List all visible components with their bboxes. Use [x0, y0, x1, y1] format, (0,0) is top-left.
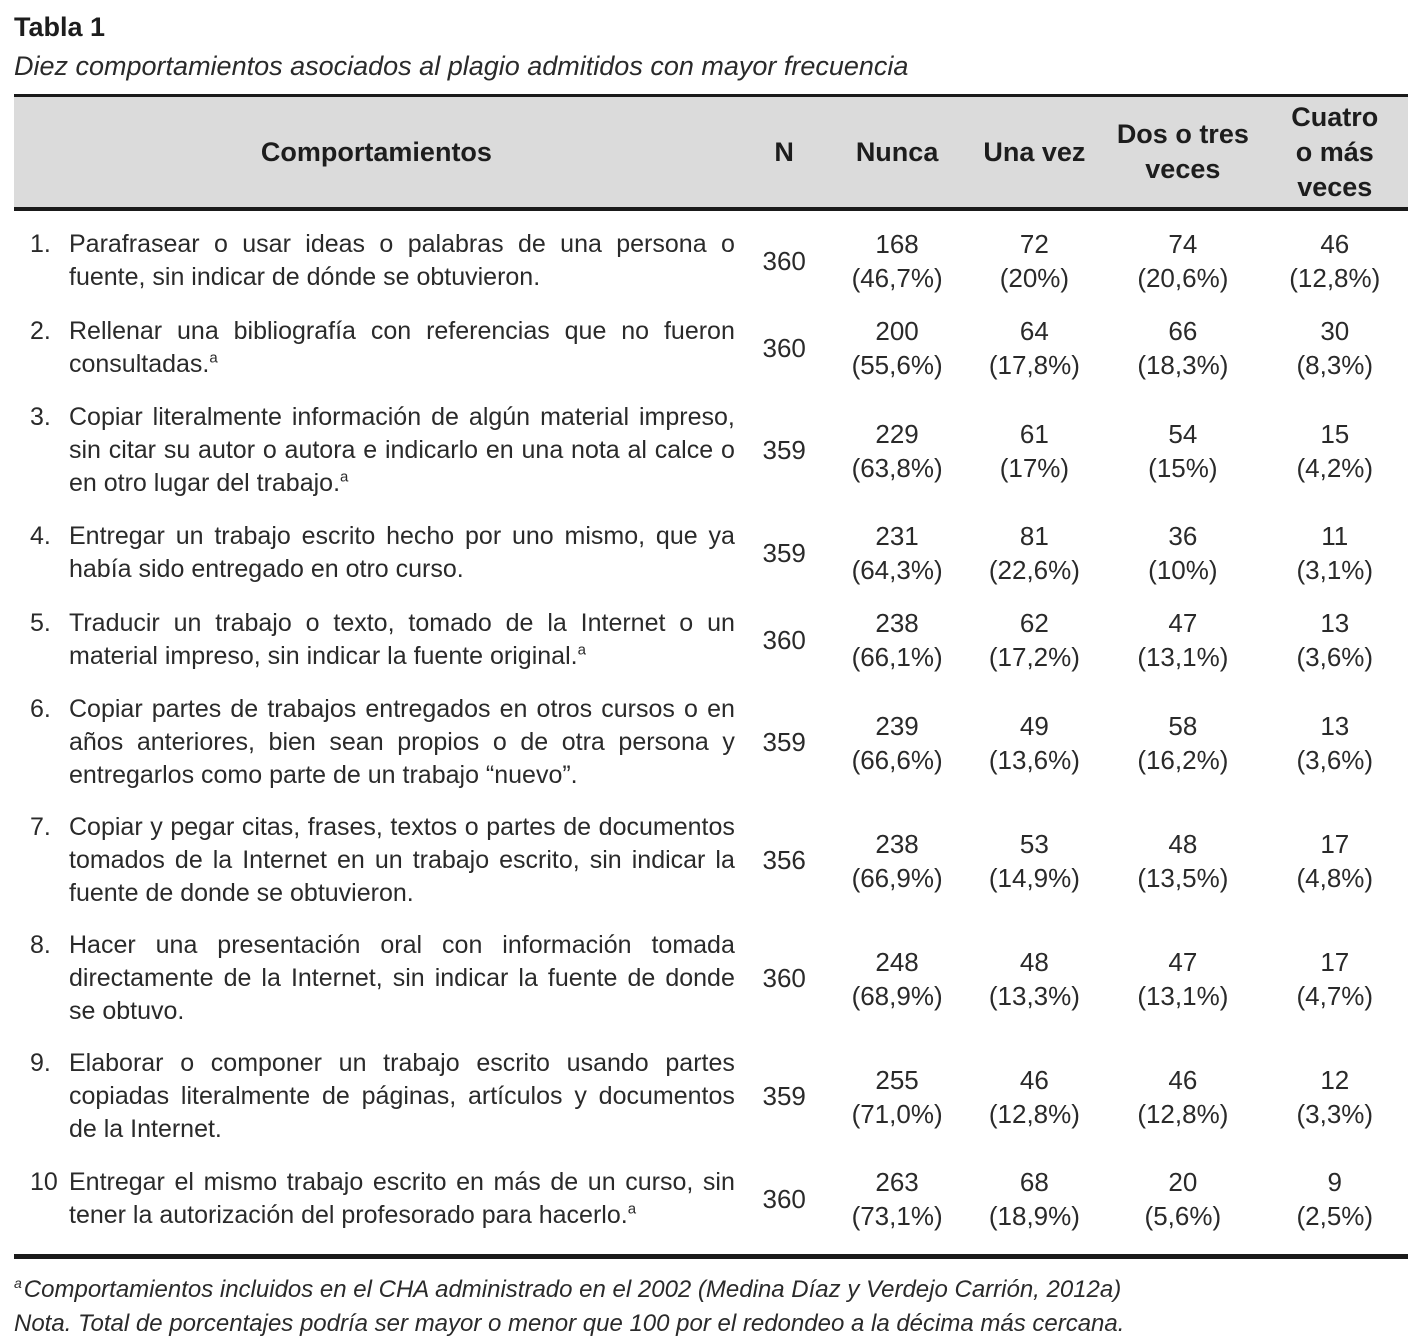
stat-count: 13	[1320, 608, 1350, 638]
data-table	[14, 94, 1408, 1259]
stat-cuatro-o-mas-veces	[1262, 1063, 1408, 1131]
stat-count: 49	[1019, 710, 1049, 741]
table-row	[14, 314, 1408, 382]
stat-percent: (14,9%)	[988, 862, 1080, 893]
stat-cuatro-o-mas-veces	[1262, 519, 1408, 587]
stat-dos-o-tres-veces	[1104, 945, 1262, 1013]
footnote-marker: a	[340, 468, 349, 486]
header-cell-comportamientos: Comportamientos	[260, 136, 492, 167]
stat-una-vez	[965, 314, 1104, 382]
stat-una-vez	[965, 417, 1104, 485]
stat-cuatro-o-mas-veces	[1262, 417, 1408, 485]
n-value: 360	[762, 332, 806, 363]
stat-cuatro-o-mas-veces	[1262, 827, 1408, 895]
stat-count: 13	[1320, 710, 1350, 741]
table-caption: Diez comportamientos asociados al plagio admitidos con mayor frecuencia	[14, 51, 909, 81]
stat-count: 54	[1168, 418, 1198, 449]
stat-percent: (18,3%)	[1137, 350, 1229, 380]
table-row	[14, 693, 1408, 792]
footnote-marker: a	[577, 641, 586, 659]
stat-count: 62	[1019, 608, 1049, 638]
stat-dos-o-tres-veces	[1104, 519, 1262, 587]
stat-count: 48	[1168, 828, 1198, 859]
stat-count: 238	[875, 828, 919, 859]
n-value: 360	[762, 624, 806, 655]
stat-percent: (17,2%)	[988, 642, 1080, 672]
n-value: 359	[762, 537, 806, 568]
stat-count: 12	[1320, 1064, 1350, 1095]
stat-percent: (20,6%)	[1137, 263, 1229, 293]
stat-dos-o-tres-veces	[1104, 1165, 1262, 1233]
stat-percent: (13,1%)	[1137, 642, 1229, 672]
table-label: Tabla 1	[14, 12, 106, 42]
stat-nunca	[829, 519, 964, 587]
stat-count: 46	[1320, 229, 1350, 259]
stat-count: 53	[1019, 828, 1049, 859]
stat-count: 229	[875, 418, 919, 449]
table-row	[14, 401, 1408, 500]
row-number: 8.	[30, 931, 51, 959]
stat-percent: (13,3%)	[988, 980, 1080, 1011]
stat-una-vez	[965, 1063, 1104, 1131]
stat-una-vez	[965, 709, 1104, 777]
stat-percent: (15%)	[1148, 452, 1218, 483]
stat-nunca	[829, 314, 964, 382]
stat-percent: (64,3%)	[851, 555, 943, 585]
behavior-text: Hacer una presentación oral con información tomada directamente de la Internet, sin indicar la fuente de donde se obtuvo.	[69, 931, 735, 1025]
stat-percent: (12,8%)	[1137, 1098, 1229, 1129]
footnote-a	[14, 1273, 1408, 1307]
stat-percent: (63,8%)	[851, 452, 943, 483]
stat-percent: (13,1%)	[1137, 980, 1229, 1011]
table-body	[14, 211, 1408, 1254]
stat-percent: (17,8%)	[988, 350, 1080, 380]
behavior-cell	[14, 929, 739, 1028]
stat-dos-o-tres-veces	[1104, 709, 1262, 777]
stat-count: 168	[875, 229, 919, 259]
stat-count: 81	[1019, 521, 1049, 551]
stat-count: 255	[875, 1064, 919, 1095]
stat-dos-o-tres-veces	[1104, 1063, 1262, 1131]
stat-percent: (13,5%)	[1137, 862, 1229, 893]
stat-cuatro-o-mas-veces	[1262, 1165, 1408, 1233]
n-value: 360	[762, 963, 806, 993]
stat-count: 66	[1168, 316, 1198, 346]
stat-count: 58	[1168, 710, 1198, 741]
stat-nunca	[829, 945, 964, 1013]
behavior-text: Copiar literalmente información de algún material impreso, sin citar su autor o autora e indicarlo en una nota al calce o en otro lugar del trabajo.$^a$	[69, 403, 735, 497]
behavior-cell	[14, 520, 739, 586]
stat-percent: (20%)	[999, 263, 1070, 293]
table-row	[14, 227, 1408, 295]
stat-count: 200	[875, 316, 919, 346]
row-number: 1.	[30, 230, 51, 258]
stat-count: 72	[1019, 229, 1049, 259]
stat-count: 46	[1019, 1064, 1049, 1095]
n-value: 360	[762, 245, 806, 276]
header-cell-cuatro-o-mas-veces: Cuatro o más veces	[1291, 101, 1379, 202]
behavior-text: Entregar un trabajo escrito hecho por uno mismo, que ya había sido entregado en otro curso.	[69, 522, 735, 583]
stat-count: 17	[1320, 828, 1350, 859]
footnote-marker: a	[209, 349, 218, 367]
stat-count: 17	[1320, 946, 1350, 977]
behavior-text: Rellenar una bibliografía con referencias que no fueron consultadas.$^a$	[69, 317, 735, 378]
row-number: 4.	[30, 522, 51, 550]
row-number: 7.	[30, 813, 51, 841]
behavior-cell	[14, 1047, 739, 1146]
stat-count: 9	[1327, 1167, 1342, 1197]
footnote-marker: a	[627, 1200, 637, 1218]
stat-percent: (3,3%)	[1296, 1098, 1374, 1129]
stat-percent: (17%)	[999, 452, 1070, 483]
stat-una-vez	[965, 227, 1104, 295]
stat-percent: (3,6%)	[1296, 744, 1374, 775]
stat-una-vez	[965, 827, 1104, 895]
stat-count: 36	[1168, 521, 1198, 551]
stat-una-vez	[965, 519, 1104, 587]
table-row	[14, 1047, 1408, 1146]
stat-una-vez	[965, 945, 1104, 1013]
behavior-text: Copiar partes de trabajos entregados en otros cursos o en años anteriores, bien sean propios o de otra persona y entregarlos como parte de un trabajo “nuevo”.	[69, 695, 735, 789]
stat-percent: (71,0%)	[851, 1098, 943, 1129]
stat-percent: (12,8%)	[1289, 263, 1381, 293]
behavior-cell	[14, 607, 739, 673]
behavior-cell	[14, 315, 739, 381]
footnote-nota: Nota. Total de porcentajes podría ser mayor o menor que 100 por el redondeo a la décima más cercana.	[14, 1310, 1125, 1337]
stat-percent: (4,7%)	[1296, 980, 1374, 1011]
stat-una-vez	[965, 1165, 1104, 1233]
stat-count: 48	[1019, 946, 1049, 977]
stat-count: 231	[875, 521, 919, 551]
stat-count: 239	[875, 710, 919, 741]
stat-percent: (16,2%)	[1137, 744, 1229, 775]
stat-percent: (73,1%)	[851, 1201, 943, 1231]
stat-percent: (12,8%)	[988, 1098, 1080, 1129]
stat-nunca	[829, 1063, 964, 1131]
stat-percent: (5,6%)	[1144, 1201, 1222, 1231]
behavior-cell	[14, 228, 739, 294]
stat-nunca	[829, 709, 964, 777]
stat-count: 64	[1019, 316, 1049, 346]
behavior-text: Elaborar o componer un trabajo escrito usando partes copiadas literalmente de páginas, artículos y documentos de la Internet.	[69, 1049, 735, 1143]
stat-cuatro-o-mas-veces	[1262, 945, 1408, 1013]
n-value: 359	[762, 435, 806, 465]
stat-count: 61	[1019, 418, 1049, 449]
stat-dos-o-tres-veces	[1104, 827, 1262, 895]
row-number: 5.	[30, 609, 51, 637]
table-row	[14, 811, 1408, 910]
stat-nunca	[829, 606, 964, 674]
stat-nunca	[829, 827, 964, 895]
row-number: 6.	[30, 695, 51, 723]
stat-percent: (22,6%)	[988, 555, 1080, 585]
stat-nunca	[829, 1165, 964, 1233]
row-number: 3.	[30, 403, 51, 431]
stat-count: 47	[1168, 946, 1198, 977]
stat-percent: (66,1%)	[851, 642, 943, 672]
stat-percent: (2,5%)	[1296, 1201, 1374, 1231]
stat-dos-o-tres-veces	[1104, 417, 1262, 485]
stat-percent: (66,9%)	[851, 862, 943, 893]
behavior-text: Entregar el mismo trabajo escrito en más de un curso, sin tener la autorización del profesorado para hacerlo.$^a$	[69, 1168, 735, 1229]
stat-dos-o-tres-veces	[1104, 606, 1262, 674]
stat-count: 20	[1168, 1167, 1198, 1197]
stat-una-vez	[965, 606, 1104, 674]
table-row	[14, 929, 1408, 1028]
stat-percent: (4,8%)	[1296, 862, 1374, 893]
stat-count: 238	[875, 608, 919, 638]
stat-percent: (3,1%)	[1296, 555, 1374, 585]
n-value: 359	[762, 1081, 806, 1111]
header-cell-nunca: Nunca	[855, 136, 939, 167]
stat-count: 248	[875, 946, 919, 977]
footnote-a-marker: a	[14, 1275, 22, 1291]
stat-count: 15	[1320, 418, 1350, 449]
header-cell-n: N	[774, 136, 794, 167]
stat-percent: (3,6%)	[1296, 642, 1374, 672]
behavior-cell	[14, 401, 739, 500]
stat-count: 47	[1168, 608, 1198, 638]
stat-count: 68	[1019, 1167, 1049, 1197]
stat-percent: (18,9%)	[988, 1201, 1080, 1231]
stat-count: 30	[1320, 316, 1350, 346]
stat-dos-o-tres-veces	[1104, 314, 1262, 382]
stat-percent: (66,6%)	[851, 744, 943, 775]
stat-cuatro-o-mas-veces	[1262, 709, 1408, 777]
header-cell-una-vez: Una vez	[983, 136, 1086, 167]
table-row	[14, 519, 1408, 587]
n-value: 360	[762, 1183, 806, 1214]
row-number: 10	[30, 1168, 58, 1196]
stat-cuatro-o-mas-veces	[1262, 227, 1408, 295]
table-header-row	[14, 97, 1408, 211]
stat-nunca	[829, 227, 964, 295]
behavior-text: Traducir un trabajo o texto, tomado de la Internet o un material impreso, sin indicar la fuente original.$^a$	[69, 609, 735, 670]
table-row	[14, 1165, 1408, 1233]
footnote-a-text: Comportamientos incluidos en el CHA administrado en el 2002 (Medina Díaz y Verdejo Carrión, 2012a)	[23, 1276, 1122, 1303]
behavior-cell	[14, 811, 739, 910]
stat-percent: (46,7%)	[851, 263, 943, 293]
stat-percent: (13,6%)	[988, 744, 1080, 775]
stat-cuatro-o-mas-veces	[1262, 314, 1408, 382]
behavior-text: Copiar y pegar citas, frases, textos o partes de documentos tomados de la Internet en un trabajo escrito, sin indicar la fuente de donde se obtuvieron.	[69, 813, 735, 907]
footnotes	[14, 1273, 1408, 1341]
stat-percent: (10%)	[1148, 555, 1218, 585]
table-row	[14, 606, 1408, 674]
stat-count: 74	[1168, 229, 1198, 259]
behavior-cell	[14, 693, 739, 792]
stat-percent: (55,6%)	[851, 350, 943, 380]
behavior-text: Parafrasear o usar ideas o palabras de una persona o fuente, sin indicar de dónde se obtuvieron.	[69, 230, 735, 291]
stat-percent: (8,3%)	[1296, 350, 1374, 380]
stat-count: 46	[1168, 1064, 1198, 1095]
stat-dos-o-tres-veces	[1104, 227, 1262, 295]
stat-percent: (4,2%)	[1296, 452, 1374, 483]
row-number: 2.	[30, 317, 51, 345]
row-number: 9.	[30, 1049, 51, 1077]
stat-count: 263	[875, 1167, 919, 1197]
header-cell-dos-o-tres-veces: Dos o tres veces	[1116, 119, 1249, 184]
behavior-cell	[14, 1166, 739, 1232]
n-value: 356	[762, 845, 806, 875]
stat-percent: (68,9%)	[851, 980, 943, 1011]
stat-cuatro-o-mas-veces	[1262, 606, 1408, 674]
stat-nunca	[829, 417, 964, 485]
n-value: 359	[762, 727, 806, 757]
stat-count: 11	[1321, 521, 1349, 551]
